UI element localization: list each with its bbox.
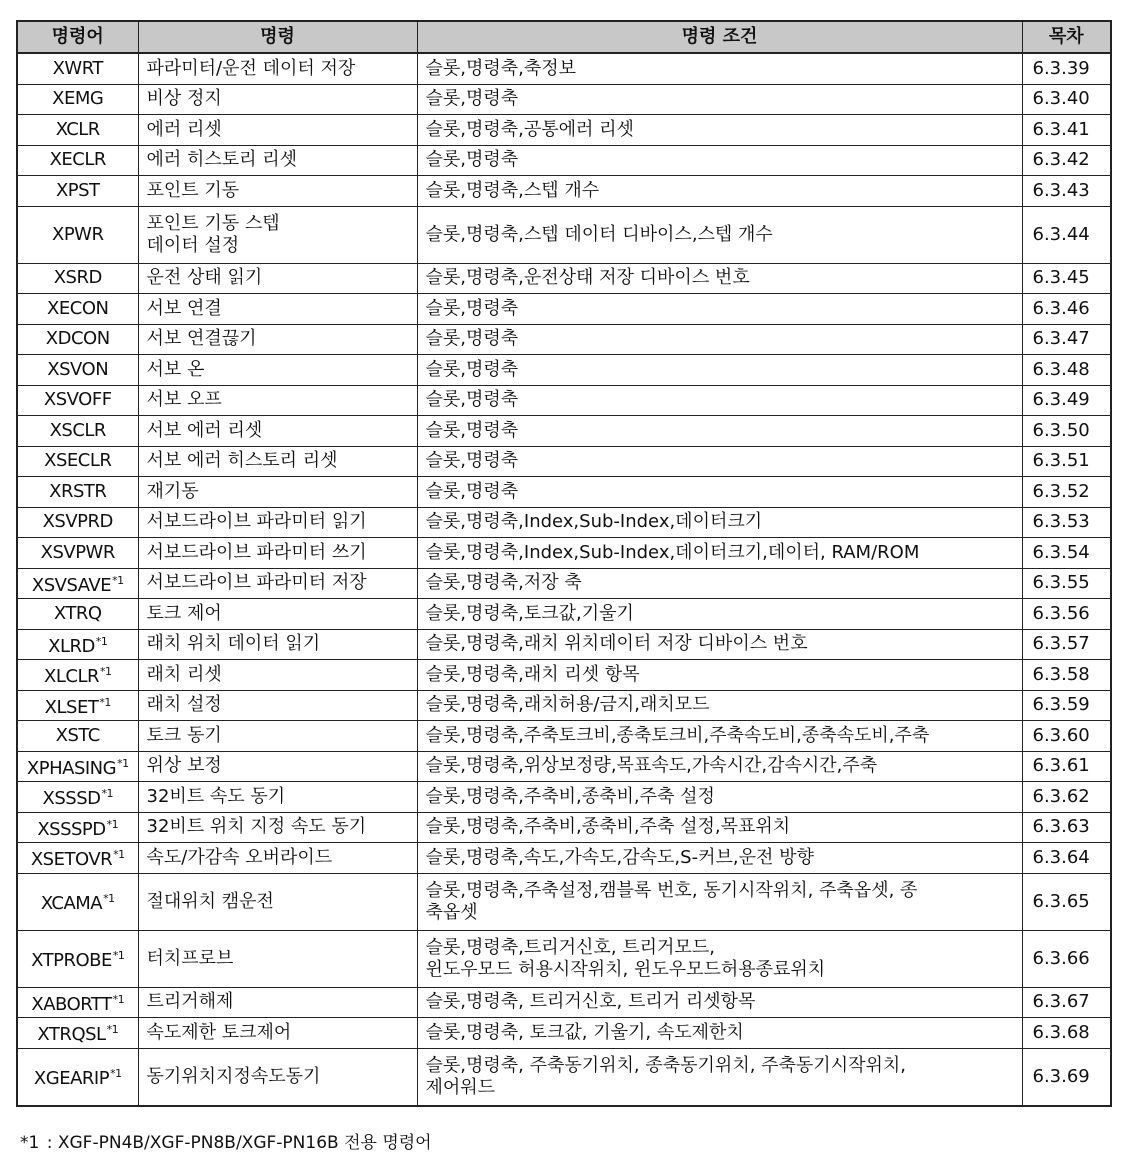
reference-cell: 6.3.59 xyxy=(1022,690,1111,721)
command-name-cell xyxy=(138,176,417,207)
table-row xyxy=(17,84,1111,115)
header-row xyxy=(17,21,1111,53)
command-code: XCLR xyxy=(55,118,100,140)
command-code: XSSSD xyxy=(42,788,101,810)
command-condition-cell xyxy=(417,53,1022,84)
reference-cell: 6.3.44 xyxy=(1022,206,1111,263)
command-name-line: 위상 보정 xyxy=(146,755,222,777)
reference-cell: 6.3.62 xyxy=(1022,782,1111,813)
table-row xyxy=(17,416,1111,447)
command-table-container xyxy=(16,20,1110,1107)
command-code: XLCLR xyxy=(44,666,99,688)
command-name-line: 서보 에러 리셋 xyxy=(146,419,263,441)
command-condition-cell xyxy=(417,568,1022,599)
reference-cell: 6.3.52 xyxy=(1022,477,1111,508)
command-cell xyxy=(17,206,138,263)
table-row xyxy=(17,782,1111,813)
footnote-marker: *1 xyxy=(110,1067,122,1080)
command-condition-cell xyxy=(417,355,1022,386)
command-cell xyxy=(17,873,138,930)
command-name-cell xyxy=(138,843,417,874)
command-code: XSSSPD xyxy=(37,818,106,840)
command-cell xyxy=(17,782,138,813)
command-condition-line: 슬롯,명령축,스텝 개수 xyxy=(425,179,600,201)
command-name-cell xyxy=(138,629,417,660)
command-code: XSTC xyxy=(55,724,100,746)
reference-cell: 6.3.39 xyxy=(1022,53,1111,84)
command-code: XSETOVR xyxy=(30,849,113,871)
command-name-line: 서보 온 xyxy=(146,358,205,380)
command-name-cell xyxy=(138,477,417,508)
command-name-line: 서보드라이브 파라미터 쓰기 xyxy=(146,541,367,563)
command-condition-line: 슬롯,명령축 xyxy=(425,419,519,441)
command-condition-cell xyxy=(417,930,1022,987)
command-condition-line: 슬롯,명령축,트리거신호, 트리거모드, xyxy=(425,936,715,958)
command-condition-cell xyxy=(417,176,1022,207)
table-row xyxy=(17,176,1111,207)
command-name-line: 서보 오프 xyxy=(146,389,222,411)
table-row xyxy=(17,115,1111,146)
footnote-marker: *1 xyxy=(106,1023,119,1037)
command-cell xyxy=(17,263,138,294)
command-cell xyxy=(17,507,138,538)
footnote-text: : XGF-PN4B/XGF-PN8B/XGF-PN16B 전용 명령어 xyxy=(46,1133,432,1153)
command-name-cell xyxy=(138,1048,417,1106)
command-condition-line: 슬롯,명령축 xyxy=(425,297,519,319)
command-name-cell xyxy=(138,145,417,176)
command-condition-line: 슬롯,명령축,저장 축 xyxy=(425,572,582,594)
command-name-cell xyxy=(138,206,417,263)
command-code: XLSET xyxy=(44,696,99,718)
command-name-line: 서보드라이브 파라미터 읽기 xyxy=(146,511,367,533)
command-cell xyxy=(17,538,138,569)
command-code: XPWR xyxy=(52,223,104,245)
command-condition-line: 슬롯,명령축,공통에러 리셋 xyxy=(425,118,634,140)
command-name-line: 트리거해제 xyxy=(146,991,234,1013)
table-row xyxy=(17,1018,1111,1049)
reference-cell: 6.3.67 xyxy=(1022,987,1111,1018)
command-cell xyxy=(17,84,138,115)
command-code: XECLR xyxy=(49,149,106,171)
command-name-cell xyxy=(138,782,417,813)
table-row xyxy=(17,599,1111,630)
command-table xyxy=(16,20,1112,1107)
table-row xyxy=(17,206,1111,263)
table-row xyxy=(17,324,1111,355)
reference-cell: 6.3.61 xyxy=(1022,751,1111,782)
command-code: XPST xyxy=(55,179,100,201)
command-name-line: 32비트 위치 지정 속도 동기 xyxy=(146,816,367,838)
command-cell xyxy=(17,1048,138,1106)
command-name-line: 토크 동기 xyxy=(146,724,222,746)
table-row xyxy=(17,568,1111,599)
command-code: XSRD xyxy=(53,267,102,289)
command-condition-line: 슬롯,명령축 xyxy=(425,149,519,171)
command-name-cell xyxy=(138,84,417,115)
command-name-cell xyxy=(138,115,417,146)
command-condition-cell xyxy=(417,385,1022,416)
command-condition-line: 슬롯,명령축,운전상태 저장 디바이스 번호 xyxy=(425,267,750,289)
command-cell xyxy=(17,660,138,691)
reference-cell: 6.3.57 xyxy=(1022,629,1111,660)
command-code: XSCLR xyxy=(49,419,106,441)
command-cell xyxy=(17,629,138,660)
reference-cell: 6.3.68 xyxy=(1022,1018,1111,1049)
table-row xyxy=(17,477,1111,508)
reference-cell: 6.3.69 xyxy=(1022,1048,1111,1106)
command-name-cell xyxy=(138,507,417,538)
footnote-marker: *1 xyxy=(99,665,112,679)
command-condition-cell xyxy=(417,477,1022,508)
command-code: XCAMA xyxy=(40,893,103,914)
footnote-marker: *1 xyxy=(103,892,115,905)
command-code: XTRQ xyxy=(53,602,102,624)
command-condition-cell xyxy=(417,660,1022,691)
reference-cell: 6.3.42 xyxy=(1022,145,1111,176)
command-name-line: 동기위치지정속도동기 xyxy=(146,1065,321,1087)
footnote-marker: *1 xyxy=(101,787,113,801)
command-name-line: 재기동 xyxy=(146,480,199,502)
command-condition-cell xyxy=(417,416,1022,447)
command-code: XABORTT xyxy=(31,993,112,1015)
command-cell xyxy=(17,176,138,207)
command-condition-cell xyxy=(417,1048,1022,1106)
command-cell xyxy=(17,568,138,599)
command-cell xyxy=(17,477,138,508)
command-name-line: 비상 정지 xyxy=(146,88,222,110)
command-name-line: 서보 연결 xyxy=(146,297,222,319)
command-condition-cell xyxy=(417,629,1022,660)
command-cell xyxy=(17,843,138,874)
table-row xyxy=(17,930,1111,987)
command-name-cell xyxy=(138,263,417,294)
command-code: XPHASING xyxy=(26,757,117,779)
table-row xyxy=(17,294,1111,325)
command-condition-line: 슬롯,명령축,래치 위치데이터 저장 디바이스 번호 xyxy=(425,633,808,655)
command-name-cell xyxy=(138,987,417,1018)
header-name: 명령 xyxy=(138,21,417,53)
command-name-line: 서보 에러 히스토리 리셋 xyxy=(146,450,338,472)
command-condition-line: 슬롯,명령축 xyxy=(425,88,519,110)
command-cell xyxy=(17,53,138,84)
command-condition-line: 슬롯,명령축, 토크값, 기울기, 속도제한치 xyxy=(425,1021,744,1043)
command-code: XSVPWR xyxy=(40,541,115,563)
command-cell xyxy=(17,812,138,843)
command-cell xyxy=(17,930,138,987)
command-condition-line: 슬롯,명령축, 주축동기위치, 종축동기위치, 주축동기시작위치, xyxy=(425,1054,906,1076)
header-reference: 목차 xyxy=(1022,21,1111,53)
command-condition-line: 슬롯,명령축,토크값,기울기 xyxy=(425,602,634,624)
command-condition-cell xyxy=(417,538,1022,569)
command-condition-cell xyxy=(417,843,1022,874)
table-row xyxy=(17,987,1111,1018)
command-cell xyxy=(17,355,138,386)
command-name-cell xyxy=(138,324,417,355)
command-condition-line: 슬롯,명령축,래치 리셋 항목 xyxy=(425,663,640,685)
command-condition-cell xyxy=(417,206,1022,263)
table-row xyxy=(17,385,1111,416)
command-name-cell xyxy=(138,53,417,84)
command-condition-line: 윈도우모드 허용시작위치, 윈도우모드허용종료위치 xyxy=(425,958,826,980)
command-condition-cell xyxy=(417,507,1022,538)
table-row xyxy=(17,690,1111,721)
footnote-marker: *1 xyxy=(112,992,125,1006)
command-condition-line: 슬롯,명령축,주축설정,캠블록 번호, 동기시작위치, 주축옵셋, 종 xyxy=(425,879,918,901)
command-condition-cell xyxy=(417,812,1022,843)
command-code: XLRD xyxy=(48,635,95,657)
command-name-line: 서보 연결끊기 xyxy=(146,328,257,350)
command-condition-cell xyxy=(417,115,1022,146)
reference-cell: 6.3.50 xyxy=(1022,416,1111,447)
command-cell xyxy=(17,416,138,447)
command-name-line: 에러 히스토리 리셋 xyxy=(146,149,298,171)
command-name-cell xyxy=(138,721,417,752)
command-cell xyxy=(17,446,138,477)
footnote-marker: *1 xyxy=(113,848,125,862)
command-name-line: 래치 리셋 xyxy=(146,663,222,685)
command-name-line: 포인트 기동 xyxy=(146,179,240,201)
table-row xyxy=(17,53,1111,84)
command-cell xyxy=(17,145,138,176)
reference-cell: 6.3.48 xyxy=(1022,355,1111,386)
reference-cell: 6.3.46 xyxy=(1022,294,1111,325)
table-row xyxy=(17,812,1111,843)
table-row xyxy=(17,355,1111,386)
command-code: XEMG xyxy=(52,88,104,110)
command-condition-cell xyxy=(417,721,1022,752)
command-name-cell xyxy=(138,385,417,416)
table-body xyxy=(17,53,1111,1106)
command-condition-line: 슬롯,명령축,래치허용/금지,래치모드 xyxy=(425,694,710,716)
footnote-marker: *1 xyxy=(112,949,125,962)
command-name-line: 절대위치 캠운전 xyxy=(146,890,274,912)
reference-cell: 6.3.53 xyxy=(1022,507,1111,538)
command-condition-line: 슬롯,명령축 xyxy=(425,389,519,411)
command-cell xyxy=(17,690,138,721)
command-condition-line: 슬롯,명령축,Index,Sub-Index,데이터크기,데이터, RAM/ROM xyxy=(425,541,920,563)
command-name-cell xyxy=(138,538,417,569)
table-row xyxy=(17,721,1111,752)
table-row xyxy=(17,629,1111,660)
footnote-marker: *1 xyxy=(117,756,129,770)
command-condition-line: 슬롯,명령축 xyxy=(425,328,519,350)
table-row xyxy=(17,145,1111,176)
command-condition-line: 축옵셋 xyxy=(425,901,478,923)
command-name-cell xyxy=(138,812,417,843)
command-code: XTRQSL xyxy=(37,1024,106,1046)
command-condition-line: 슬롯,명령축 xyxy=(425,450,519,472)
command-condition-cell xyxy=(417,782,1022,813)
command-condition-cell xyxy=(417,145,1022,176)
command-name-cell xyxy=(138,930,417,987)
command-condition-cell xyxy=(417,873,1022,930)
command-name-line: 에러 리셋 xyxy=(146,118,222,140)
footnote-marker: *1 xyxy=(95,634,108,648)
command-code: XSVOFF xyxy=(43,389,112,411)
command-name-cell xyxy=(138,446,417,477)
command-condition-line: 슬롯,명령축,주축비,종축비,주축 설정,목표위치 xyxy=(425,816,791,838)
command-cell xyxy=(17,294,138,325)
command-condition-cell xyxy=(417,1018,1022,1049)
reference-cell: 6.3.64 xyxy=(1022,843,1111,874)
command-code: XRSTR xyxy=(49,480,107,502)
command-name-cell xyxy=(138,568,417,599)
command-condition-line: 슬롯,명령축,주축비,종축비,주축 설정 xyxy=(425,785,715,807)
reference-cell: 6.3.66 xyxy=(1022,930,1111,987)
table-row xyxy=(17,263,1111,294)
reference-cell: 6.3.55 xyxy=(1022,568,1111,599)
command-name-cell xyxy=(138,1018,417,1049)
footnote-mark: *1 xyxy=(20,1133,40,1153)
command-condition-line: 제어워드 xyxy=(425,1076,496,1098)
reference-cell: 6.3.56 xyxy=(1022,599,1111,630)
command-name-line: 터치프로브 xyxy=(146,947,234,969)
command-name-cell xyxy=(138,751,417,782)
command-cell xyxy=(17,599,138,630)
command-condition-cell xyxy=(417,324,1022,355)
command-name-line: 토크 제어 xyxy=(146,602,222,624)
command-code: XSVON xyxy=(47,358,109,380)
command-name-line: 포인트 기동 스텝 xyxy=(146,212,280,234)
reference-cell: 6.3.54 xyxy=(1022,538,1111,569)
command-name-line: 파라미터/운전 데이터 저장 xyxy=(146,57,356,79)
table-row xyxy=(17,446,1111,477)
reference-cell: 6.3.63 xyxy=(1022,812,1111,843)
command-cell xyxy=(17,987,138,1018)
command-code: XTPROBE xyxy=(31,950,112,971)
command-cell xyxy=(17,385,138,416)
command-condition-line: 슬롯,명령축,위상보정량,목표속도,가속시간,감속시간,주축 xyxy=(425,755,878,777)
command-condition-line: 슬롯,명령축 xyxy=(425,480,519,502)
command-code: XSVSAVE xyxy=(31,574,112,596)
command-name-line: 데이터 설정 xyxy=(146,234,240,256)
reference-cell: 6.3.49 xyxy=(1022,385,1111,416)
command-cell xyxy=(17,721,138,752)
command-name-cell xyxy=(138,416,417,447)
command-condition-cell xyxy=(417,84,1022,115)
command-cell xyxy=(17,324,138,355)
reference-cell: 6.3.47 xyxy=(1022,324,1111,355)
command-name-line: 운전 상태 읽기 xyxy=(146,267,263,289)
command-name-cell xyxy=(138,690,417,721)
reference-cell: 6.3.60 xyxy=(1022,721,1111,752)
footnote xyxy=(20,1128,432,1153)
table-row xyxy=(17,1048,1111,1106)
footnote-marker: *1 xyxy=(112,573,124,587)
header-condition: 명령 조건 xyxy=(417,21,1022,53)
command-condition-cell xyxy=(417,446,1022,477)
command-condition-line: 슬롯,명령축,스텝 데이터 디바이스,스텝 개수 xyxy=(425,223,773,245)
command-code: XECON xyxy=(47,297,109,319)
footnote-marker: *1 xyxy=(99,695,111,709)
reference-cell: 6.3.43 xyxy=(1022,176,1111,207)
command-name-cell xyxy=(138,355,417,386)
command-condition-cell xyxy=(417,599,1022,630)
command-condition-cell xyxy=(417,294,1022,325)
command-condition-cell xyxy=(417,751,1022,782)
reference-cell: 6.3.58 xyxy=(1022,660,1111,691)
header-command: 명령어 xyxy=(17,21,138,53)
command-condition-cell xyxy=(417,987,1022,1018)
command-name-line: 속도/가감속 오버라이드 xyxy=(146,846,333,868)
table-row xyxy=(17,843,1111,874)
reference-cell: 6.3.65 xyxy=(1022,873,1111,930)
command-name-line: 래치 설정 xyxy=(146,694,222,716)
command-cell xyxy=(17,1018,138,1049)
command-code: XSECLR xyxy=(44,450,112,472)
table-row xyxy=(17,751,1111,782)
reference-cell: 6.3.40 xyxy=(1022,84,1111,115)
table-row xyxy=(17,507,1111,538)
command-condition-line: 슬롯,명령축,속도,가속도,감속도,S-커브,운전 방향 xyxy=(425,846,814,868)
command-name-line: 32비트 속도 동기 xyxy=(146,785,286,807)
command-name-cell xyxy=(138,873,417,930)
command-condition-line: 슬롯,명령축,축정보 xyxy=(425,57,577,79)
footnote-marker: *1 xyxy=(106,817,119,831)
command-name-cell xyxy=(138,599,417,630)
reference-cell: 6.3.41 xyxy=(1022,115,1111,146)
command-name-line: 속도제한 토크제어 xyxy=(146,1021,292,1043)
command-condition-cell xyxy=(417,263,1022,294)
command-cell xyxy=(17,751,138,782)
command-name-cell xyxy=(138,294,417,325)
table-row xyxy=(17,873,1111,930)
command-name-cell xyxy=(138,660,417,691)
command-cell xyxy=(17,115,138,146)
command-code: XWRT xyxy=(52,57,103,79)
command-condition-line: 슬롯,명령축 xyxy=(425,358,519,380)
table-row xyxy=(17,660,1111,691)
command-condition-line: 슬롯,명령축, 트리거신호, 트리거 리셋항목 xyxy=(425,991,756,1013)
reference-cell: 6.3.45 xyxy=(1022,263,1111,294)
reference-cell: 6.3.51 xyxy=(1022,446,1111,477)
command-condition-line: 슬롯,명령축,주축토크비,종축토크비,주축속도비,종축속도비,주축 xyxy=(425,724,930,746)
command-condition-line: 슬롯,명령축,Index,Sub-Index,데이터크기 xyxy=(425,511,763,533)
command-code: XGEARIP xyxy=(33,1068,110,1089)
command-code: XDCON xyxy=(45,328,110,350)
command-name-line: 래치 위치 데이터 읽기 xyxy=(146,633,321,655)
command-condition-cell xyxy=(417,690,1022,721)
table-row xyxy=(17,538,1111,569)
command-code: XSVPRD xyxy=(42,511,113,533)
command-name-line: 서보드라이브 파라미터 저장 xyxy=(146,572,367,594)
